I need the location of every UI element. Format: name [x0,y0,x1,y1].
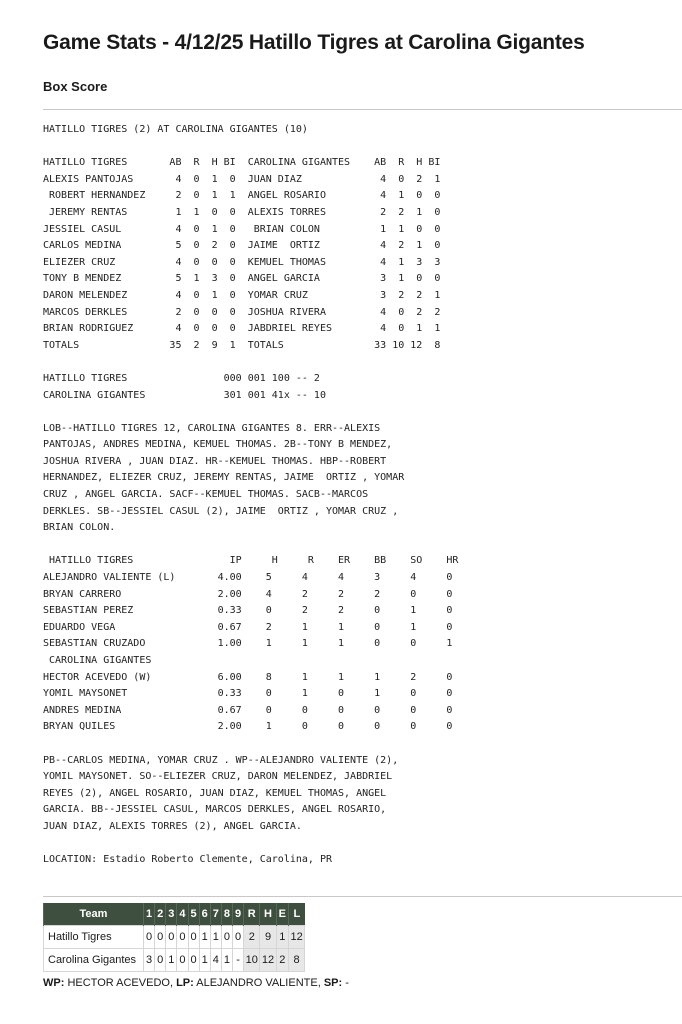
col-header-lob: L [288,903,304,926]
runs-total: 2 [244,926,260,949]
inning-cell: 0 [155,949,166,972]
linescore-table [43,903,305,972]
section-heading: Box Score [43,79,108,94]
col-header-inning: 2 [155,903,166,926]
errors-total: 2 [276,949,288,972]
col-header-errors: E [276,903,288,926]
col-header-inning: 4 [177,903,188,926]
lob-total: 12 [288,926,304,949]
table-row [44,949,305,972]
sp-label: SP: [323,977,343,989]
inning-cell: 0 [221,926,232,949]
col-header-inning: 7 [210,903,221,926]
inning-cell: 1 [166,949,177,972]
inning-cell: 0 [188,949,199,972]
inning-cell: 0 [233,926,244,949]
inning-cell: 0 [144,926,155,949]
inning-cell: 0 [177,926,188,949]
inning-cell: 4 [210,949,221,972]
col-header-hits: H [260,903,276,926]
col-header-team: Team [44,903,144,926]
inning-cell: 1 [199,926,210,949]
col-header-inning: 1 [144,903,155,926]
linescore-header-row [44,903,305,926]
col-header-inning: 8 [221,903,232,926]
inning-cell: 0 [155,926,166,949]
save-pitcher: - [345,977,349,989]
inning-cell: 0 [188,926,199,949]
errors-total: 1 [276,926,288,949]
team-name: Carolina Gigantes [44,949,144,972]
lp-label: LP: [176,977,194,989]
inning-cell: 1 [199,949,210,972]
col-header-inning: 9 [233,903,244,926]
inning-cell: 1 [210,926,221,949]
lob-total: 8 [288,949,304,972]
divider [43,109,682,110]
inning-cell: 0 [166,926,177,949]
winning-pitcher: HECTOR ACEVEDO, [67,977,173,989]
box-score-text: HATILLO TIGRES (2) AT CAROLINA GIGANTES (10) HATILLO TIGRES AB R H BI CAROLINA GIGANTES AB R H BI ALEXIS PANTOJAS 4 0 1 0 JUAN DIAZ 4 0 2 1 ROBERT HERNANDEZ 2 0 1 1 ANGEL ROSARIO 4 1 0 0 JEREMY RENTAS 1 1 0 0 ALEXIS TORRES 2 2 1 0 JESSIEL CASUL 4 0 1 0 BRIAN COLON 1 1 0 0 CARLOS MEDINA 5 0 2 0 JAIME ORTIZ 4 2 1 0 ELIEZER CRUZ 4 0 0 0 KEMUEL THOMAS 4 1 3 3 TONY B MENDEZ 5 1 3 0 ANGEL GARCIA 3 1 0 0 DARON MELENDEZ 4 0 1 0 YOMAR CRUZ 3 2 2 1 MARCOS DERKLES 2 0 0 0 JOSHUA RIVERA 4 0 2 2 BRIAN RODRIGUEZ 4 0 0 0 JABDRIEL REYES 4 0 1 1 TOTALS 35 2 9 1 TOTALS 33 10 12 8 HATILLO TIGRES 000 001 100 -- 2 CAROLINA GIGANTES 301 001 41x -- 10 LOB--HATILLO TIGRES 12, CAROLINA GIGANTES 8. ERR--ALEXIS PANTOJAS, ANDRES MEDINA, KEMUEL THOMAS. 2B--TONY B MENDEZ, JOSHUA RIVERA , JUAN DIAZ. HR--KEMUEL THOMAS. HBP--ROBERT HERNANDEZ, ELIEZER CRUZ, JEREMY RENTAS, JAIME ORTIZ , YOMAR CRUZ , ANGEL GARCIA. SACF--KEMUEL THOMAS. SACB--MARCOS DERKLES. SB--JESSIEL CASUL (2), JAIME ORTIZ , YOMAR CRUZ , BRIAN COLON. HATILLO TIGRES IP H R ER BB SO HR ALEJANDRO VALIENTE (L) 4.00 5 4 4 3 4 0 BRYAN CARRERO 2.00 4 2 2 2 0 0 SEBASTIAN PEREZ 0.33 0 2 2 0 1 0 EDUARDO VEGA 0.67 2 1 1 0 1 0 SEBASTIAN CRUZADO 1.00 1 1 1 0 0 1 CAROLINA GIGANTES HECTOR ACEVEDO (W) 6.00 8 1 1 1 2 0 YOMIL MAYSONET 0.33 0 1 0 1 0 0 ANDRES MEDINA 0.67 0 0 0 0 0 0 BRYAN QUILES 2.00 1 0 0 0 0 0 PB--CARLOS MEDINA, YOMAR CRUZ . WP--ALEJANDRO VALIENTE (2), YOMIL MAYSONET. SO--ELIEZER CRUZ, DARON MELENDEZ, JABDRIEL REYES (2), ANGEL ROSARIO, JUAN DIAZ, KEMUEL THOMAS, ANGEL GARCIA. BB--JESSIEL CASUL, MARCOS DERKLES, ANGEL ROSARIO, JUAN DIAZ, ALEXIS TORRES (2), ANGEL GARCIA. LOCATION: Estadio Roberto Clemente, Carolina, PR [43,124,459,866]
col-header-inning: 5 [188,903,199,926]
col-header-inning: 6 [199,903,210,926]
divider [43,896,682,897]
losing-pitcher: ALEJANDRO VALIENTE, [196,977,321,989]
hits-total: 12 [260,949,276,972]
page-title: Game Stats - 4/12/25 Hatillo Tigres at Carolina Gigantes [43,31,585,54]
hits-total: 9 [260,926,276,949]
team-name: Hatillo Tigres [44,926,144,949]
table-row [44,926,305,949]
inning-cell: - [233,949,244,972]
inning-cell: 0 [177,949,188,972]
runs-total: 10 [244,949,260,972]
inning-cell: 3 [144,949,155,972]
col-header-runs: R [244,903,260,926]
inning-cell: 1 [221,949,232,972]
col-header-inning: 3 [166,903,177,926]
pitcher-decisions [43,977,349,989]
wp-label: WP: [43,977,65,989]
